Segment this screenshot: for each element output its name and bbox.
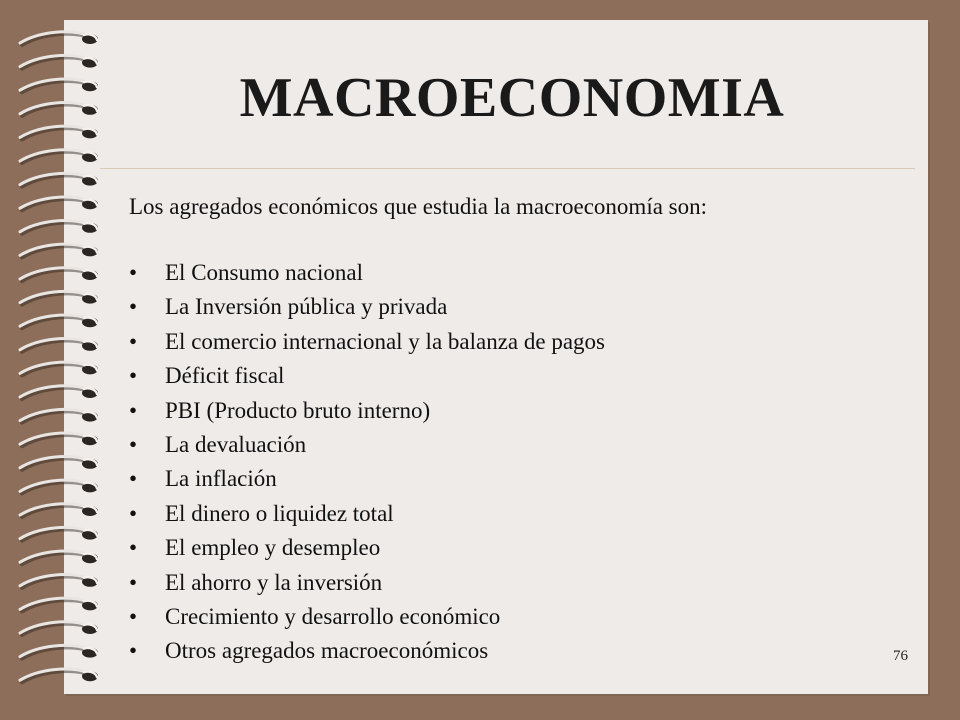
list-item [129, 394, 605, 428]
list-item-text: PBI (Producto bruto interno) [165, 397, 431, 423]
spiral-ring-icon [20, 622, 98, 635]
bullet-list [129, 256, 605, 669]
spiral-ring-icon [20, 173, 98, 186]
bullet-icon: • [129, 535, 138, 561]
spiral-ring-icon [20, 409, 98, 422]
list-item [129, 462, 605, 496]
bullet-icon: • [129, 638, 138, 664]
spiral-ring-icon [20, 32, 98, 45]
list-item [129, 428, 605, 462]
spiral-ring-icon [20, 504, 98, 517]
page-number: 76 [893, 648, 908, 664]
spiral-ring-icon [20, 221, 98, 234]
list-item [129, 497, 605, 531]
intro-text: Los agregados económicos que estudia la macroeconomía son: [129, 194, 708, 219]
list-item [129, 290, 605, 324]
spiral-ring-icon [20, 645, 98, 658]
list-item-text: El Consumo nacional [165, 260, 364, 285]
spiral-ring-icon [20, 339, 98, 352]
bullet-icon: • [129, 294, 138, 320]
spiral-ring-icon [20, 362, 98, 375]
spiral-ring-icon [20, 598, 98, 611]
list-item [129, 634, 605, 668]
spiral-ring-icon [20, 669, 98, 682]
list-item-text: El dinero o liquidez total [165, 500, 394, 526]
list-item-text: Otros agregados macroeconómicos [165, 638, 489, 664]
list-item [129, 325, 605, 359]
list-item-text: La Inversión pública y privada [165, 294, 448, 320]
spiral-ring-icon [20, 268, 98, 281]
bullet-icon: • [129, 397, 138, 423]
spiral-ring-icon [20, 197, 98, 210]
bullet-icon: • [129, 569, 138, 595]
list-item-text: La devaluación [165, 431, 307, 457]
spiral-ring-icon [20, 480, 98, 493]
list-item-text: Déficit fiscal [165, 363, 285, 389]
list-item [129, 359, 605, 393]
list-item-text: Crecimiento y desarrollo económico [165, 603, 501, 629]
spiral-ring-icon [20, 527, 98, 540]
list-item [129, 600, 605, 634]
spiral-ring-icon [20, 150, 98, 163]
list-item-text: El comercio internacional y la balanza de pagos [165, 328, 605, 354]
list-item [129, 566, 605, 600]
spiral-ring-icon [20, 291, 98, 304]
spiral-ring-icon [20, 551, 98, 564]
list-item-text: El ahorro y la inversión [165, 569, 383, 595]
spiral-ring-icon [20, 315, 98, 328]
title-divider [100, 168, 915, 169]
bullet-icon: • [129, 500, 138, 526]
bullet-icon: • [129, 603, 138, 629]
list-item-text: El empleo y desempleo [165, 535, 381, 561]
spiral-ring-icon [20, 244, 98, 257]
slide-title: MACROECONOMIA [239, 67, 785, 129]
bullet-icon: • [129, 363, 138, 389]
spiral-ring-icon [20, 433, 98, 446]
bullet-icon: • [129, 260, 138, 285]
bullet-icon: • [129, 431, 138, 457]
bullet-icon: • [129, 328, 138, 354]
spiral-ring-icon [20, 386, 98, 399]
spiral-ring-icon [20, 575, 98, 588]
bullet-icon: • [129, 466, 138, 492]
spiral-ring-icon [20, 457, 98, 470]
list-item-text: La inflación [165, 466, 277, 492]
list-item [129, 256, 605, 290]
list-item [129, 531, 605, 565]
